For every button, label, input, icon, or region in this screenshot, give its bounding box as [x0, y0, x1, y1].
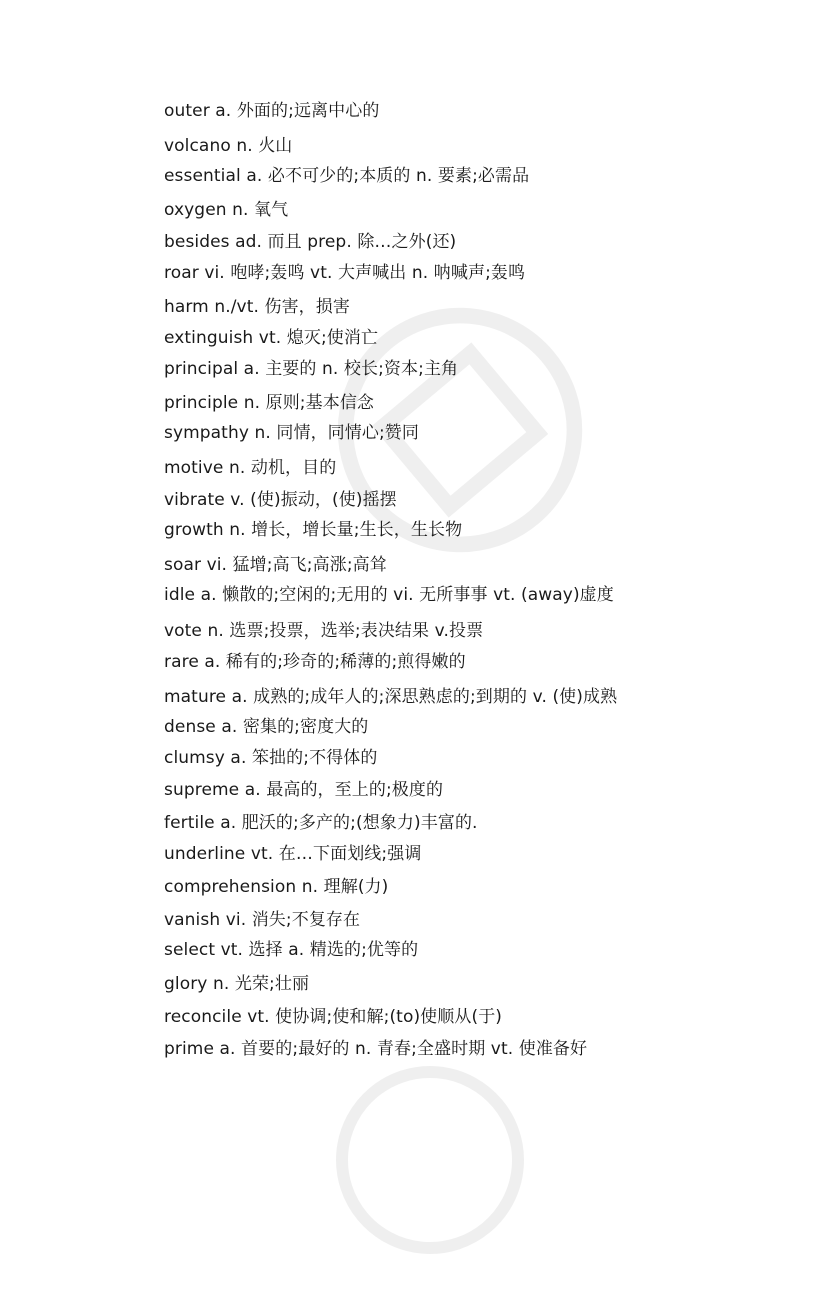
vocab-entry: harm n./vt. 伤害，损害 — [164, 297, 350, 317]
vocab-entry: clumsy a. 笨拙的;不得体的 — [164, 748, 378, 768]
vocab-entry: glory n. 光荣;壮丽 — [164, 974, 310, 994]
vocab-entry: fertile a. 肥沃的;多产的;(想象力)丰富的. — [164, 813, 478, 833]
vocab-entry: reconcile vt. 使协调;使和解;(to)使顺从(于) — [164, 1007, 503, 1027]
vocab-entry: roar vi. 咆哮;轰鸣 vt. 大声喊出 n. 呐喊声;轰鸣 — [164, 263, 526, 283]
vocab-entry: soar vi. 猛增;高飞;高涨;高耸 — [164, 555, 387, 575]
vocab-entry: principle n. 原则;基本信念 — [164, 393, 375, 413]
vocab-entry: supreme a. 最高的，至上的;极度的 — [164, 780, 444, 800]
vocab-entry: mature a. 成熟的;成年人的;深思熟虑的;到期的 v. (使)成熟 — [164, 687, 618, 707]
vocab-entry: volcano n. 火山 — [164, 136, 293, 156]
vocab-entry: vote n. 选票;投票，选举;表决结果 v.投票 — [164, 621, 484, 641]
vocab-entry: growth n. 增长，增长量;生长，生长物 — [164, 520, 463, 540]
vocab-entry: besides ad. 而且 prep. 除…之外(还) — [164, 232, 457, 252]
vocab-entry: oxygen n. 氧气 — [164, 200, 289, 220]
vocab-entry: select vt. 选择 a. 精选的;优等的 — [164, 940, 419, 960]
vocab-entry: comprehension n. 理解(力) — [164, 877, 389, 897]
vocab-entry: dense a. 密集的;密度大的 — [164, 717, 369, 737]
vocab-entry: extinguish vt. 熄灭;使消亡 — [164, 328, 379, 348]
vocab-entry: vibrate v. (使)振动，(使)摇摆 — [164, 490, 397, 510]
vocab-entry: sympathy n. 同情，同情心;赞同 — [164, 423, 419, 443]
vocab-entry: vanish vi. 消失;不复存在 — [164, 910, 361, 930]
vocab-entry: motive n. 动机，目的 — [164, 458, 337, 478]
vocab-entry: prime a. 首要的;最好的 n. 青春;全盛时期 vt. 使准备好 — [164, 1039, 588, 1059]
vocab-entry: essential a. 必不可少的;本质的 n. 要素;必需品 — [164, 166, 530, 186]
vocab-entry: principal a. 主要的 n. 校长;资本;主角 — [164, 359, 459, 379]
vocab-entry: idle a. 懒散的;空闲的;无用的 vi. 无所事事 vt. (away)虚度 — [164, 585, 614, 605]
vocab-entry: underline vt. 在…下面划线;强调 — [164, 844, 422, 864]
vocab-entry: outer a. 外面的;远离中心的 — [164, 101, 380, 121]
watermark-logo-bottom — [289, 1019, 571, 1301]
vocab-entry: rare a. 稀有的;珍奇的;稀薄的;煎得嫩的 — [164, 652, 466, 672]
